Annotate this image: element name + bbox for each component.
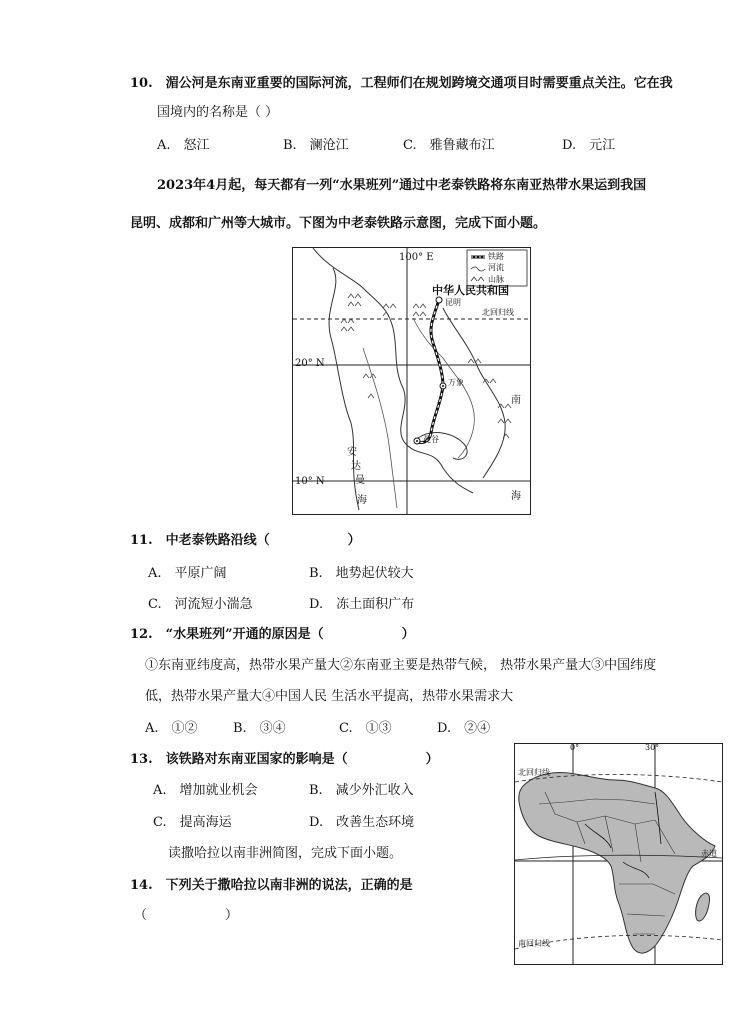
q12-statement-line2: 低，热带水果产量大④中国人民 生活水平提高，热带水果需求大 [145, 689, 514, 704]
q10-option-d[interactable]: D. 元江 [562, 138, 616, 153]
sea-right-1: 南 [511, 395, 521, 406]
q13-stem: 13. 该铁路对东南亚国家的影响是（ ） [130, 752, 439, 767]
lon-0-label: 0° [570, 743, 580, 752]
africa-map-drawing [515, 744, 722, 964]
sea-left-4: 海 [357, 495, 367, 506]
q10-option-b[interactable]: B. 澜沧江 [283, 138, 349, 153]
q12-statement-line1: ①东南亚纬度高，热带水果产量大②东南亚主要是热带气候， 热带水果产量大③中国纬度 [145, 658, 657, 673]
sea-left-1: 安 [347, 447, 357, 458]
country-label: 中华人民共和国 [432, 284, 509, 297]
q11-option-a[interactable]: A. 平原广阔 [148, 566, 227, 581]
q13-option-c[interactable]: C. 提高海运 [153, 815, 232, 830]
africa-map [514, 743, 723, 965]
city-kunming: 昆明 [445, 298, 461, 307]
intro-line2: 昆明、成都和广州等大城市。下图为中老泰铁路示意图，完成下面小题。 [130, 216, 547, 231]
q11-option-d[interactable]: D. 冻土面积广布 [309, 597, 415, 612]
city-vientiane: 万象 [448, 378, 464, 387]
railway-map [292, 247, 531, 515]
sea-right-2: 海 [511, 491, 521, 502]
legend-railway: 铁路 [488, 252, 504, 261]
q11-option-b[interactable]: B. 地势起伏较大 [309, 566, 414, 581]
q10-stem-line2: 国境内的名称是（ ） [157, 105, 279, 120]
intro-line1: 2023年4月起，每天都有一列“水果班列”通过中老泰铁路将东南亚热带水果运到我国 [157, 178, 647, 193]
legend-mountain: 山脉 [488, 275, 504, 284]
q14-stem: 14. 下列关于撒哈拉以南非洲的说法，正确的是 [130, 878, 413, 893]
latitude-20n-label: 20° N [295, 358, 325, 369]
q12-stem: 12. “水果班列”开通的原因是（ ） [130, 627, 415, 642]
q13-option-b[interactable]: B. 减少外汇收入 [309, 783, 414, 798]
q12-option-c[interactable]: C. ①③ [339, 721, 392, 736]
q10-option-a[interactable]: A. 怒江 [157, 138, 210, 153]
q14-answer-blank[interactable]: （ ） [134, 908, 239, 923]
q11-stem: 11. 中老泰铁路沿线（ ） [130, 533, 361, 548]
q10-stem-line1: 10. 湄公河是东南亚重要的国际河流，工程师们在规划跨境交通项目时需要重点关注。它在我 [130, 76, 673, 91]
legend-river: 河流 [488, 263, 504, 272]
latitude-10n-label: 10° N [295, 476, 325, 487]
sea-left-3: 曼 [355, 475, 365, 486]
q12-option-a[interactable]: A. ①② [145, 721, 198, 736]
q12-option-b[interactable]: B. ③④ [233, 721, 286, 736]
tropic-label: 北回归线 [482, 308, 514, 317]
equator-label: 赤道 [701, 849, 717, 858]
sea-left-2: 达 [351, 461, 361, 472]
intro2-text: 读撒哈拉以南非洲简图，完成下面小题。 [168, 846, 403, 861]
q13-option-d[interactable]: D. 改善生态环境 [309, 815, 415, 830]
q13-option-a[interactable]: A. 增加就业机会 [153, 783, 258, 798]
city-bangkok: 曼谷 [423, 435, 439, 444]
q11-option-c[interactable]: C. 河流短小湍急 [148, 597, 253, 612]
tropic-s-label: 南回归线 [518, 939, 550, 948]
longitude-100e-label: 100° E [399, 252, 434, 263]
q10-option-c[interactable]: C. 雅鲁藏布江 [403, 138, 495, 153]
tropic-n-label: 北回归线 [518, 768, 550, 777]
lon-30-label: 30° [645, 743, 660, 752]
q12-option-d[interactable]: D. ②④ [437, 721, 491, 736]
